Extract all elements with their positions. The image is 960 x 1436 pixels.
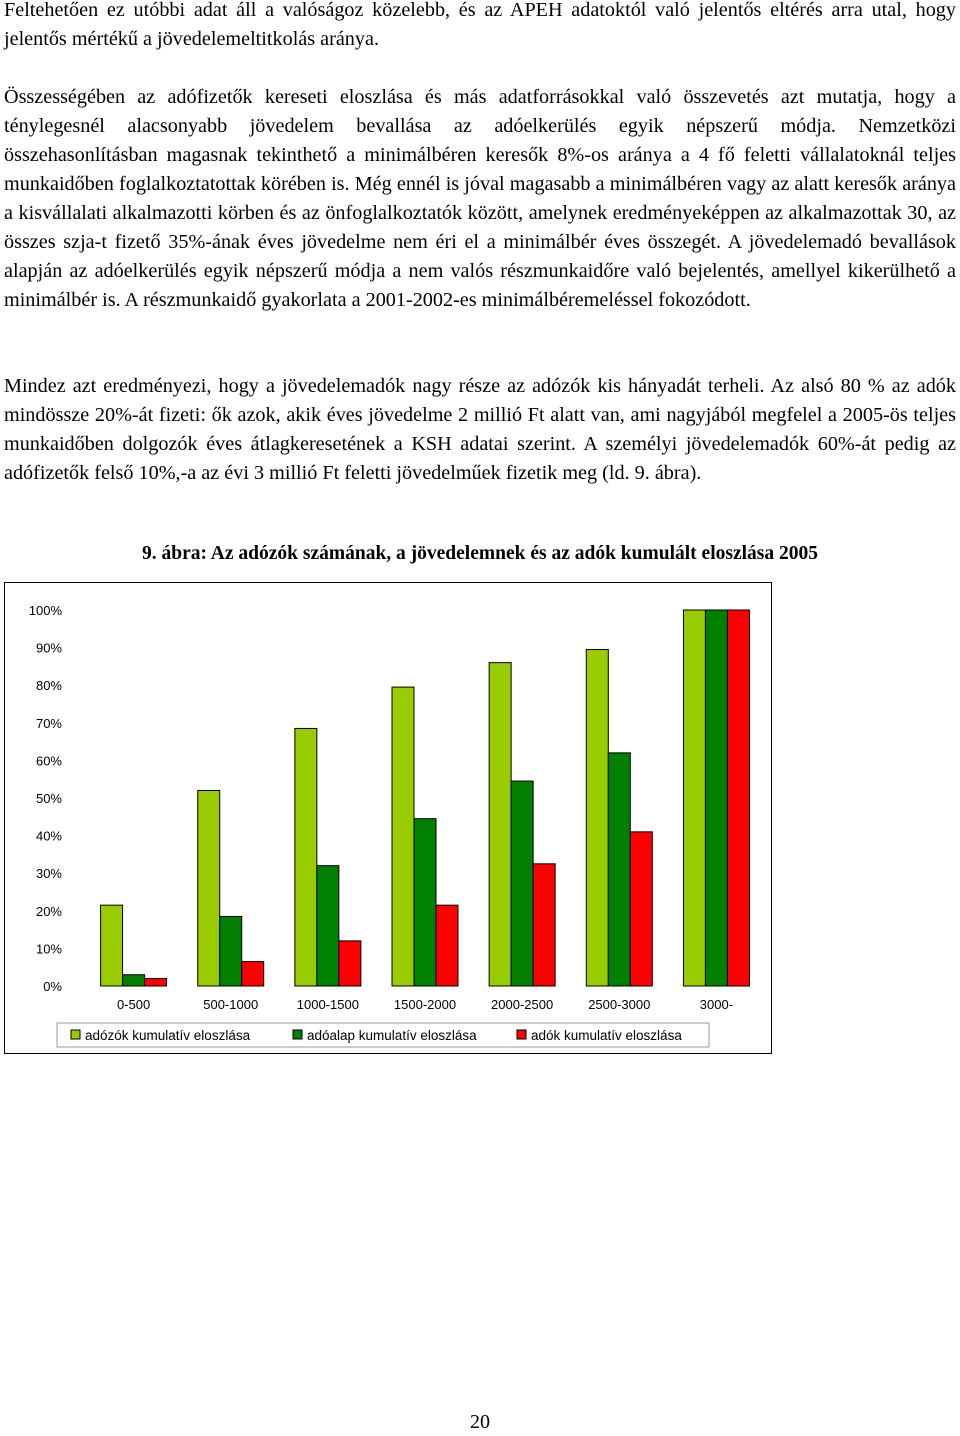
legend-swatch-1 — [71, 1030, 80, 1039]
x-category-label: 1000-1500 — [296, 997, 359, 1012]
bar-3-0-500 — [145, 978, 167, 986]
page-number: 20 — [470, 1411, 490, 1433]
bar-2-0-500 — [123, 975, 145, 986]
bar-3-500-1000 — [242, 962, 264, 986]
y-tick-label: 90% — [35, 640, 62, 656]
paragraph-1: Feltehetően ez utóbbi adat áll a valóságoz közelebb, és az APEH adatoktól való jelentős eltérés arra utal, hogy jelentős mértékű a jövedelemeltitkolás aránya. — [4, 0, 956, 50]
bar-1-3000- — [683, 610, 705, 986]
x-category-label: 3000- — [699, 997, 734, 1012]
legend-swatch-2 — [293, 1030, 302, 1039]
chart-frame — [4, 582, 772, 1054]
y-tick-label: 50% — [35, 791, 62, 806]
bar-1-2500-3000 — [586, 649, 608, 986]
figure-caption — [0, 543, 960, 565]
legend-label-1: adózók kumulatív eloszlása — [85, 1028, 251, 1043]
bar-1-1500-2000 — [392, 687, 414, 986]
legend-label-2: adóalap kumulatív eloszlása — [307, 1028, 477, 1043]
x-category-label: 0-500 — [116, 997, 151, 1012]
x-category-label: 2000-2500 — [491, 997, 554, 1012]
y-tick-label: 100% — [28, 603, 62, 618]
bar-2-2000-2500 — [511, 781, 533, 986]
paragraph-3: Mindez azt eredményezi, hogy a jövedelemadók nagy része az adózók kis hányadát terheli. Az alsó 80 % az adók mindössze 20%-át fizeti: ők azok, akik éves jövedelme 2 millió Ft alatt van, ami nagyjából megfelel a 2005-ös teljes munkaidőben dolgozók éves átlagkeresetének a KSH adatai szerint. A személyi jövedelemadók 60%-át pedig az adófizetők felső 10%,-a az évi 3 millió Ft feletti jövedelműek fizetik meg (ld. 9. ábra). — [4, 375, 956, 484]
bar-2-1500-2000 — [414, 819, 436, 986]
y-tick-label: 60% — [35, 753, 62, 769]
y-tick-label: 80% — [35, 678, 62, 694]
bar-3-2500-3000 — [630, 832, 652, 986]
y-tick-label: 20% — [35, 903, 62, 919]
bar-1-0-500 — [101, 905, 123, 986]
y-tick-label: 30% — [35, 866, 62, 882]
y-tick-label: 40% — [35, 828, 62, 844]
y-tick-label: 70% — [35, 715, 62, 731]
bar-1-1000-1500 — [295, 728, 317, 986]
bar-3-2000-2500 — [533, 864, 555, 986]
paragraph-2: Összességében az adófizetők kereseti eloszlása és más adatforrásokkal való összevetés azt mutatja, hogy a ténylegesnél alacsonyabb jövedelem bevallása az adóelkerülés egyik népszerű módja. Nemzetközi összehasonlításban magasnak tekinthető a minimálbéren keresők 8%-os aránya a 4 fő feletti vállalatoknál teljes munkaidőben foglalkoztatottak körében is. Még ennél is jóval magasabb a minimálbéren vagy az alatt keresők aránya a kisvállalati alkalmazotti körben és az önfoglalkoztatók között, amelynek eredményeképpen az alkalmazottak 30, az összes szja-t fizető 35%-ának éves jövedelme nem éri el a minimálbér éves összegét. A jövedelemadó bevallások alapján az adóelkerülés egyik népszerű módja a nem valós részmunkaidőre való bejelentés, amellyel kikerülhető a minimálbér is. A részmunkaidő gyakorlata a 2001-2002-es minimálbéremeléssel fokozódott. — [4, 86, 956, 311]
bar-3-1500-2000 — [436, 905, 458, 986]
bar-1-500-1000 — [198, 790, 220, 986]
legend-swatch-3 — [517, 1030, 526, 1039]
bar-2-500-1000 — [220, 916, 242, 986]
bar-2-3000- — [705, 610, 727, 986]
x-category-label: 2500-3000 — [588, 997, 651, 1012]
x-category-label: 1500-2000 — [393, 997, 457, 1012]
x-category-label: 500-1000 — [203, 997, 259, 1012]
figure-caption-text: 9. ábra: Az adózók számának, a jövedelemnek és az adók kumulált eloszlása 2005 — [141, 543, 818, 564]
bar-3-3000- — [727, 610, 749, 986]
y-tick-label: 10% — [35, 941, 62, 957]
bar-1-2000-2500 — [489, 663, 511, 986]
bar-2-1000-1500 — [317, 866, 339, 986]
y-tick-label: 0% — [43, 979, 62, 994]
cumulative-distribution-chart — [5, 583, 773, 1055]
bar-3-1000-1500 — [339, 941, 361, 986]
legend-label-3: adók kumulatív eloszlása — [531, 1028, 682, 1043]
bar-2-2500-3000 — [608, 753, 630, 986]
